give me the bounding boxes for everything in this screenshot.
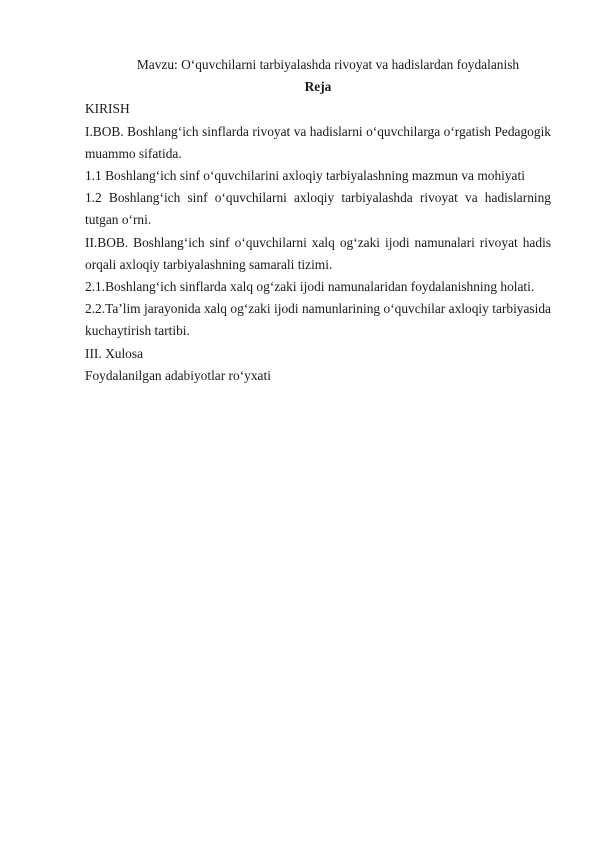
toc-item-1-2: 1.2 Boshlang‘ich sinf o‘quvchilarni axloqiy tarbiyalashda rivoyat va hadislarning tutgan o‘rni. (85, 190, 551, 228)
toc-item-1-1: 1.1 Boshlang‘ich sinf o‘quvchilarini axloqiy tarbiyalashning mazmun va mohiyati (85, 168, 525, 184)
document-title: Mavzu: O‘quvchilarni tarbiyalashda rivoyat va hadislardan foydalanish (136, 57, 520, 72)
toc-item-chapter-1: I.BOB. Boshlang‘ich sinflarda rivoyat va hadislarni o‘quvchilarga o‘rgatish Pedagogik muammo sifatida. (85, 123, 551, 161)
toc-item-references: Foydalanilgan adabiyotlar ro‘yxati (85, 367, 271, 383)
toc-item-2-1: 2.1.Boshlang‘ich sinflarda xalq og‘zaki ijodi namunalaridan foydalanishning holati. (85, 279, 535, 295)
toc-item-conclusion: III. Xulosa (85, 345, 144, 361)
document-content (85, 54, 551, 387)
toc-item-introduction: KIRISH (85, 101, 130, 117)
toc-item-2-2: 2.2.Ta’lim jarayonida xalq og‘zaki ijodi namunlarining o‘quvchilar axloqiy tarbiyasida kuchaytirish tartibi. (85, 301, 551, 339)
toc-item-chapter-2: II.BOB. Boshlang‘ich sinf o‘quvchilarni xalq og‘zaki ijodi namunalari rivoyat hadis orqali axloqiy tarbiyalashning samarali tizimi. (85, 234, 551, 272)
plan-heading: Reja (304, 79, 332, 95)
